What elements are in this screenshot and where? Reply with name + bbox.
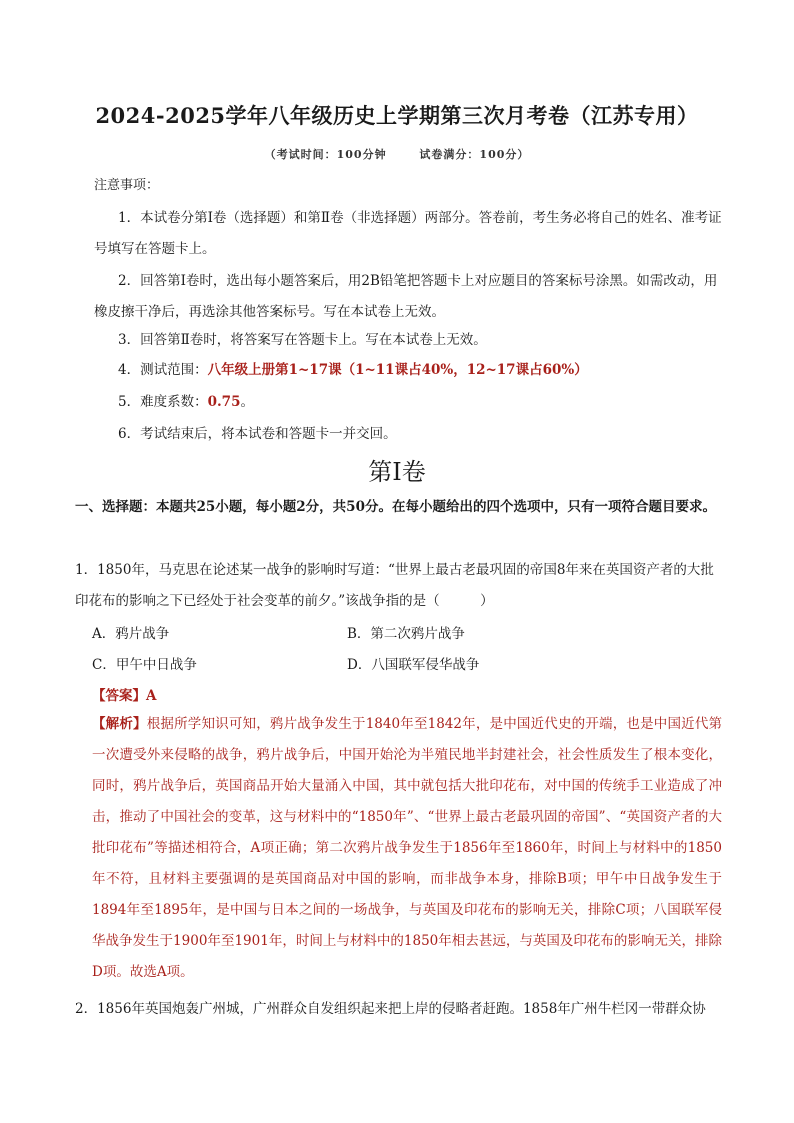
question-1-analysis: [92, 709, 722, 988]
question-1-option-b: B．第二次鸦片战争: [347, 626, 465, 642]
notice-item-3: 3．回答第Ⅱ卷时，将答案写在答题卡上。写在本试卷上无效。: [118, 332, 487, 348]
question-1-option-a: A．鸦片战争: [92, 626, 170, 642]
question-2-stem: 2．1856年英国炮轰广州城，广州群众自发组织起来把上岸的侵略者赶跑。1858年广州牛栏冈一带群众协: [75, 1001, 706, 1017]
question-1-answer: 【答案】A: [92, 688, 157, 704]
exam-time: （考试时间：100分钟: [264, 148, 387, 161]
part-1-intro: 一、选择题：本题共25小题，每小题2分，共50分。在每小题给出的四个选项中，只有一项符合题目要求。: [75, 499, 716, 515]
notice-item-1: 1．本试卷分第Ⅰ卷（选择题）和第Ⅱ卷（非选择题）两部分。答卷前，考生务必将自己的姓名、准考证号填写在答题卡上。: [94, 210, 722, 257]
notice-item-2: 2．回答第Ⅰ卷时，选出每小题答案后，用2B铅笔把答题卡上对应题目的答案标号涂黑。如需改动，用橡皮擦干净后，再选涂其他答案标号。写在本试卷上无效。: [94, 273, 718, 320]
notice-item-5-suffix: 。: [240, 394, 254, 410]
difficulty-value: 0.75: [207, 394, 241, 410]
exam-info: [0, 146, 794, 162]
notice-title: 注意事项：: [94, 178, 160, 193]
notice-item-5: [118, 391, 254, 413]
analysis-text: 根据所学知识可知，鸦片战争发生于1840年至1842年，是中国近代史的开端，也是中国近代第一次遭受外来侵略的战争，鸦片战争后，中国开始沦为半殖民地半封建社会，社会性质发生了根本变化，同时，鸦片战争后，英国商品开始大量涌入中国，其中就包括大批印花布，对中国的传统手工业造成了冲击，推动了中国社会的变革，这与材料中的“1850年”、“世界上最古老最巩固的帝国”、“英国资产者的大批印花布”等描述相符合，A项正确；第二次鸦片战争发生于1856年至1860年，时间上与材料中的1850年不符，且材料主要强调的是英国商品对中国的影响，而非战争本身，排除B项；甲午中日战争发生于1894年至1895年，是中国与日本之间的一场战争，与英国及印花布的影响无关，排除C项；八国联军侵华战争发生于1900年至1901年，时间上与材料中的1850年相去甚远，与英国及印花布的影响无关，排除D项。故选A项。: [92, 716, 723, 980]
section-title: 第Ⅰ卷: [368, 458, 426, 486]
notice-item-4-prefix: 4．测试范围：: [118, 362, 208, 378]
notice-item-5-prefix: 5．难度系数：: [118, 394, 208, 410]
question-1-option-c: C．甲午中日战争: [92, 657, 197, 673]
notice-item-6: 6．考试结束后，将本试卷和答题卡一并交回。: [118, 426, 397, 442]
question-1-stem: 1．1850年，马克思在论述某一战争的影响时写道：“世界上最古老最巩固的帝国8年来在英国资产者的大批印花布的影响之下已经处于社会变革的前夕。”该战争指的是（ ）: [75, 562, 714, 609]
test-scope: 八年级上册第1~17课（1~11课占40%，12~17课占60%）: [207, 362, 588, 378]
notice-item-4: [118, 359, 588, 381]
exam-title: 2024-2025学年八年级历史上学期第三次月考卷（江苏专用）: [95, 103, 699, 128]
analysis-label: 【解析】: [92, 716, 147, 732]
question-1-option-d: D．八国联军侵华战争: [347, 657, 480, 673]
exam-score: 试卷满分：100分）: [419, 148, 530, 161]
